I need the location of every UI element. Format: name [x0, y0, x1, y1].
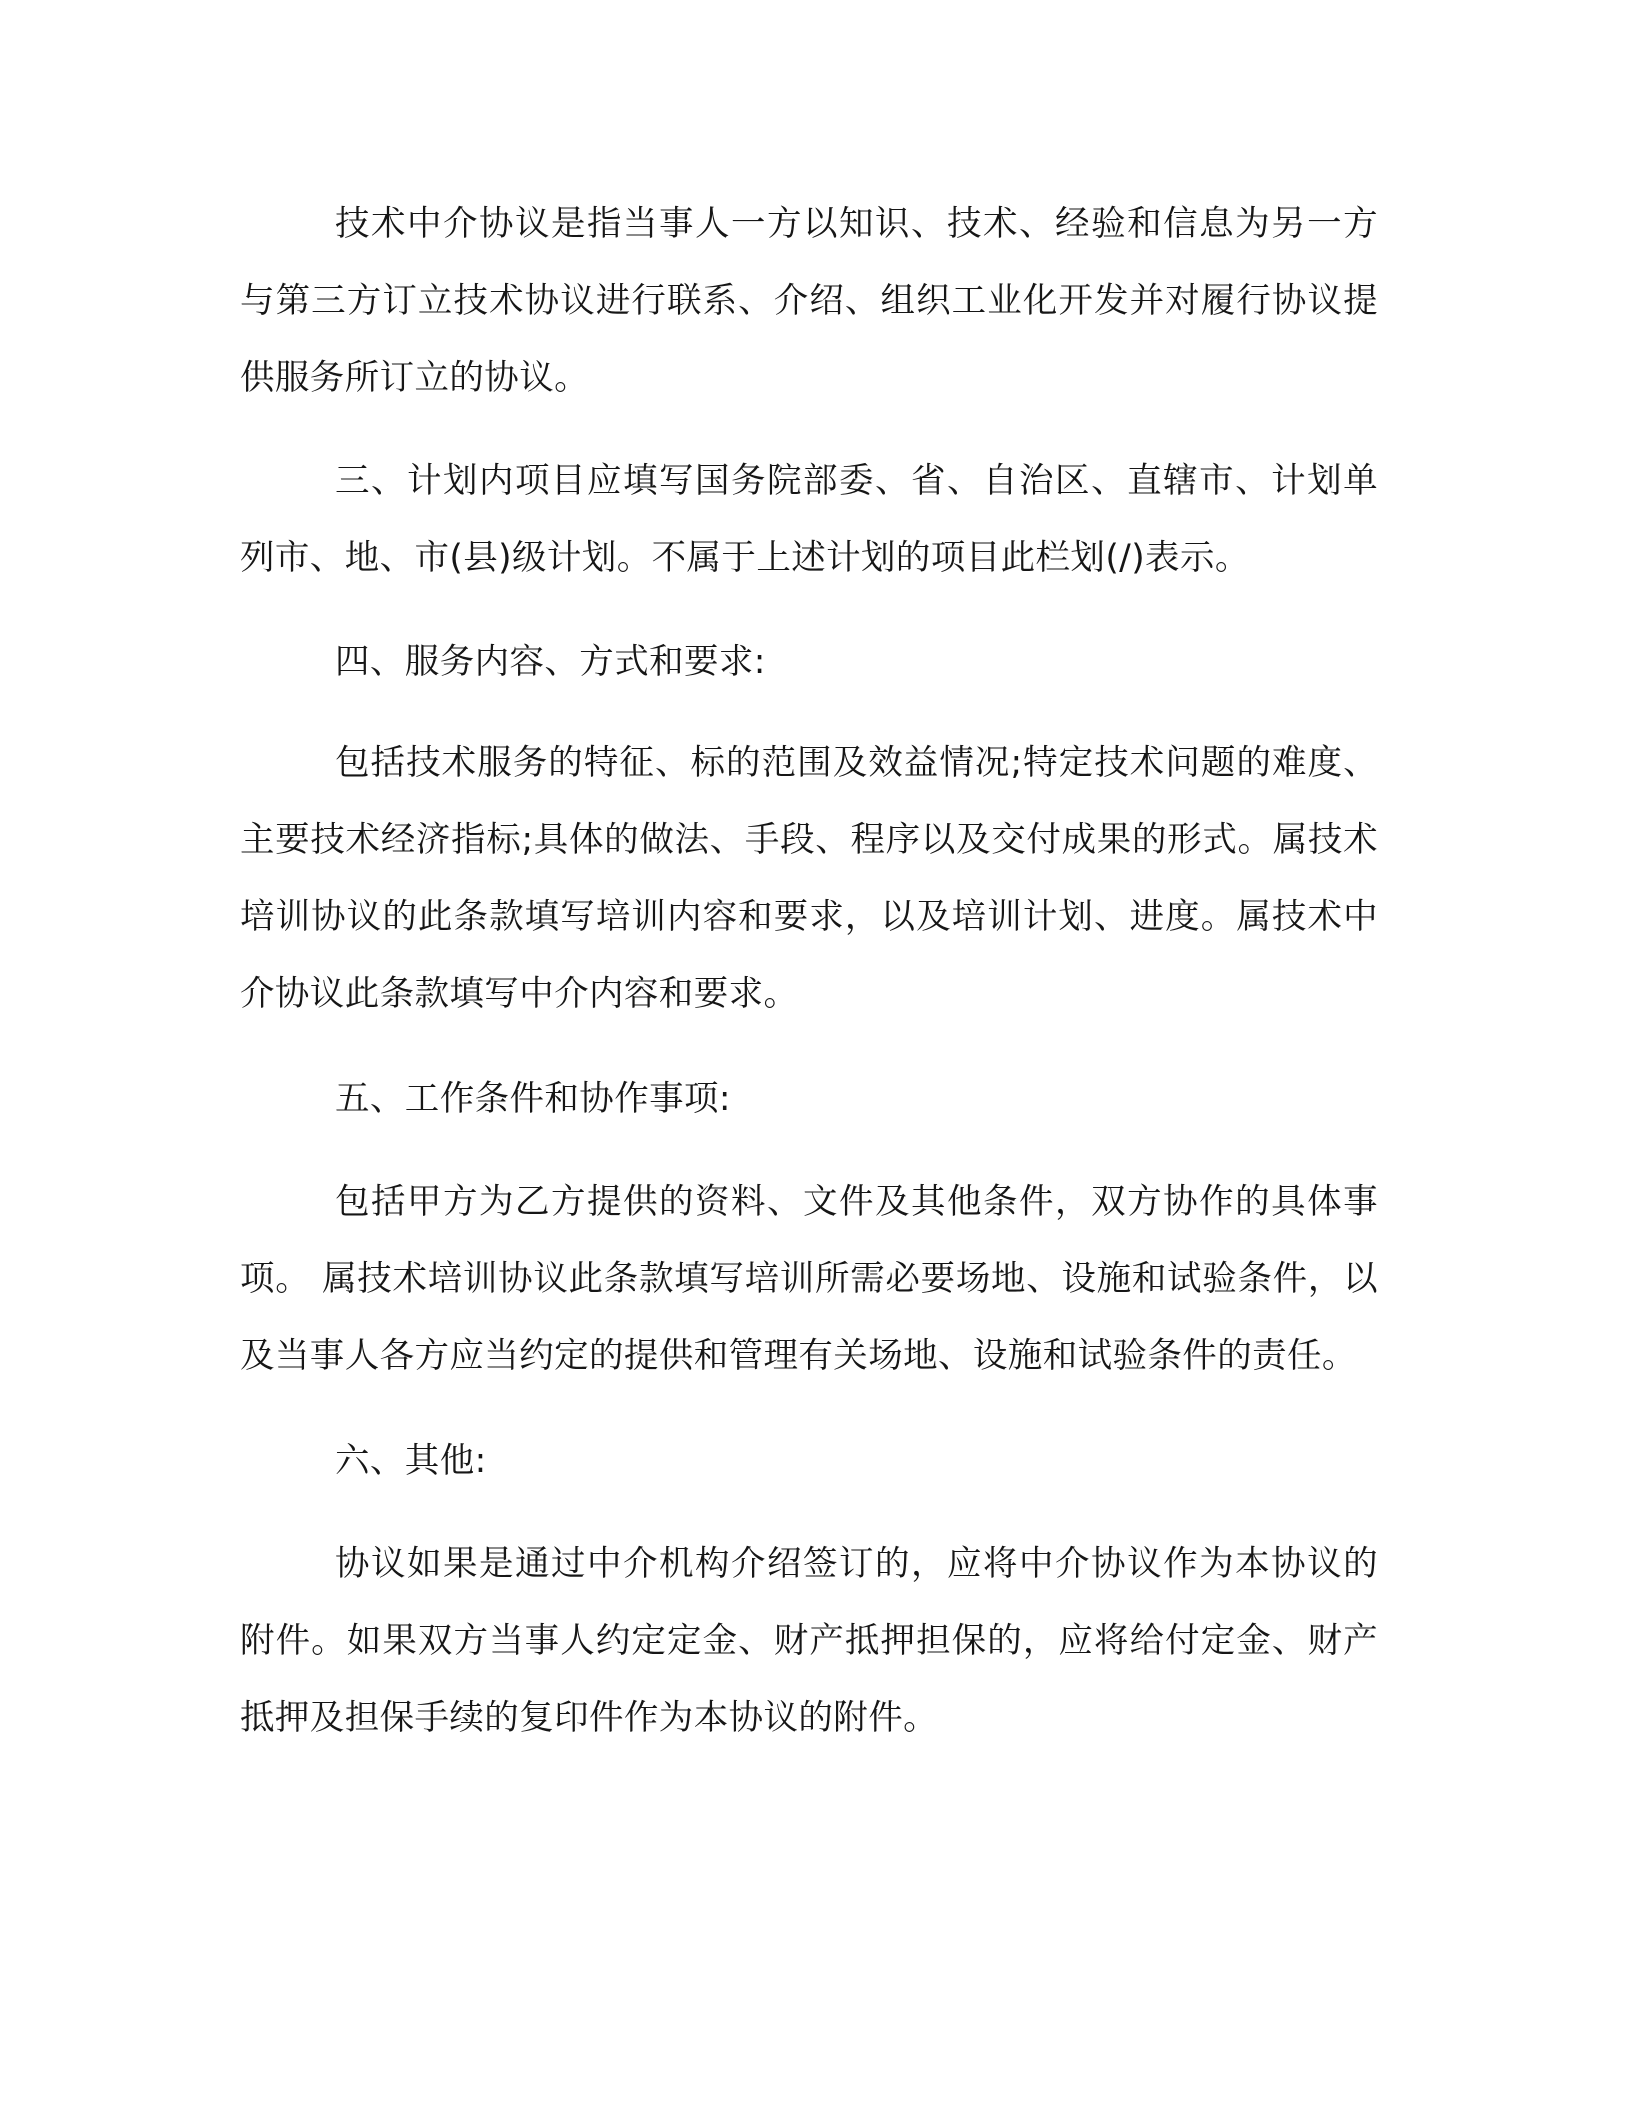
paragraph-section-3-plan-items: 三、计划内项目应填写国务院部委、省、自治区、直辖市、计划单列市、地、市(县)级计划。不属于上述计划的项目此栏划(/)表示。 [240, 461, 1378, 578]
paragraph-section-4-details: 包括技术服务的特征、标的范围及效益情况;特定技术问题的难度、主要技术经济指标;具体的做法、手段、程序以及交付成果的形式。属技术培训协议的此条款填写培训内容和要求，以及培训计划、进度。属技术中介协议此条款填写中介内容和要求。 [240, 743, 1378, 1014]
heading-section-4-service-content: 四、服务内容、方式和要求: [335, 642, 766, 682]
paragraph-section-6-details: 协议如果是通过中介机构介绍签订的，应将中介协议作为本协议的附件。如果双方当事人约定定金、财产抵押担保的，应将给付定金、财产抵押及担保手续的复印件作为本协议的附件。 [240, 1544, 1378, 1738]
paragraph-section-5-details: 包括甲方为乙方提供的资料、文件及其他条件，双方协作的具体事项。 属技术培训协议此条款填写培训所需必要场地、设施和试验条件，以及当事人各方应当约定的提供和管理有关场地、设施和试验条件的责任。 [240, 1182, 1378, 1376]
paragraph-tech-intermediary-definition: 技术中介协议是指当事人一方以知识、技术、经验和信息为另一方与第三方订立技术协议进行联系、介绍、组织工业化开发并对履行协议提供服务所订立的协议。 [240, 204, 1378, 398]
document-body [240, 186, 1378, 1757]
heading-section-5-work-conditions: 五、工作条件和协作事项: [335, 1079, 731, 1119]
heading-section-6-other: 六、其他: [335, 1441, 487, 1481]
